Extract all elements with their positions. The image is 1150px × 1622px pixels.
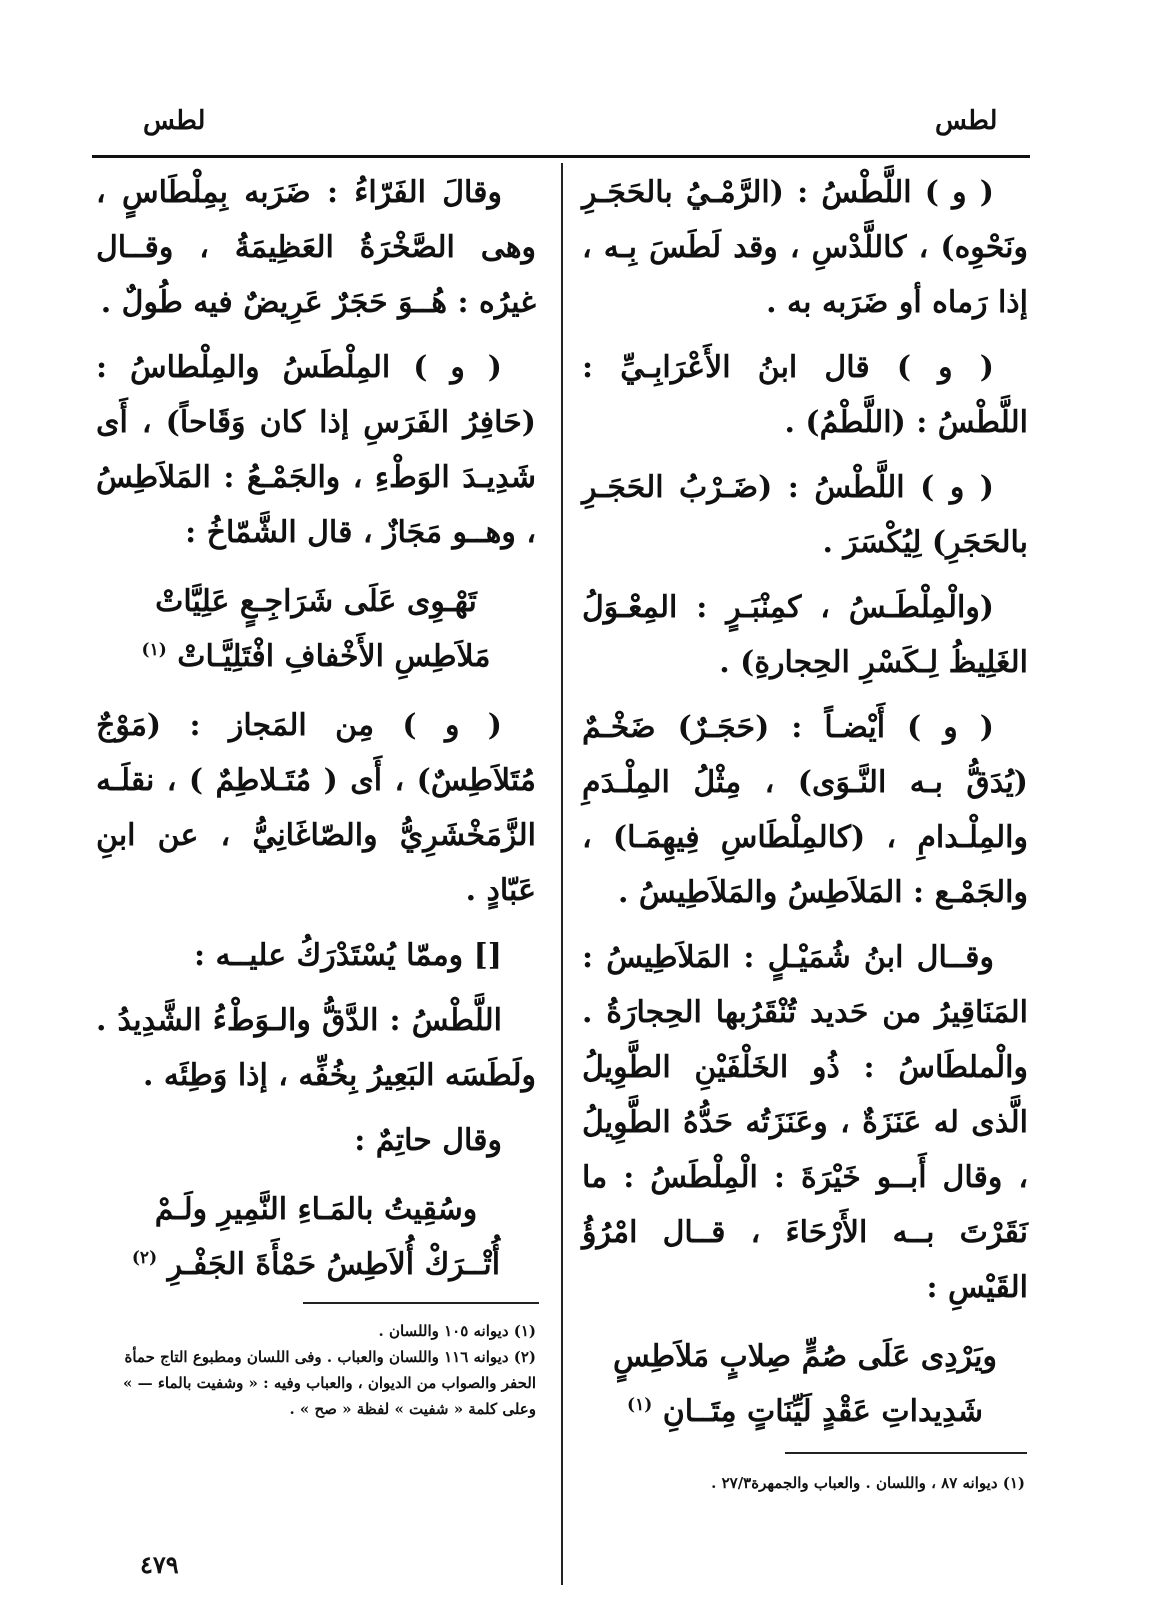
entry-paragraph: وقــال ابنُ شُمَيْـلٍ : المَلاَطِيسُ : المَنَاقِيرُ من حَديد تُنْقَرُبها الحِجارَةُ . والْملطَاسُ : ذُو الخَلْفَيْنِ الطَّوِيلُ الَّذى له عَنَزَةٌ ، وعَنَزَتُه حَدُّهُ الطَّوِيلُ ، وقال أَبــو خَيْرَةَ : الْمِلْطَسُ : ما نَقَرْتَ بــه الأَرْحَاءَ ، قــال امْرُؤُ القَيْسِ : (582, 940, 1028, 1305)
right-column (582, 165, 1028, 1453)
verse-line (96, 1237, 536, 1292)
entry-paragraph: ( و ) اللَّطْسُ : (ضَـرْبُ الحَجَـرِ بالحَجَرِ) لِيُكْسَرَ . (582, 470, 1028, 560)
footnote-marker: (١) (141, 640, 167, 660)
verse-line-text: شَدِيداتِ عَقْدٍ لَيِّنَاتٍ مِتَــانِ (662, 1394, 983, 1429)
verse-line: تَهْـوِى عَلَى شَرَاجِـعٍ عَلِيَّاتْ (155, 584, 477, 619)
footnote-marker: (٢) (131, 1248, 158, 1268)
verse-line: ويَرْدِى عَلَى صُمٍّ صِلابٍ مَلاَطِسٍ (613, 1339, 997, 1374)
entry-paragraph: ( و ) اللَّطْسُ : (الرَّمْـيُ بالحَجَـرِ ونَحْوِه) ، كاللَّدْسِ ، وقد لَطَسَ بِـه ، إذا رَماه أو ضَرَبه به . (582, 175, 1028, 320)
footnote: (١) ديوانه ٨٧ ، واللسان . والعباب والجمهرة٢٧/٣ . (711, 1474, 1025, 1492)
entry-paragraph: ( و ) أَيْضـاً : (حَجَـرٌ) ضَخْـمٌ (يُدَقُّ بـه النَّـوَى) ، مِثْلُ المِلْـدَمِ والمِلْـدامِ ، (كالمِلْطَاسِ فِيهِمَـا) ، والجَمْـع : المَلاَطِسُ والمَلاَطِيسُ . (582, 710, 1028, 910)
footnote: (٢) ديوانه ١١٦ واللسان والعباب . وفى اللسان ومطبوع التاج حمأة الحفر والصواب من الديوان ، والعباب وفيه : « وشفيت بالماء — » وعلى كلمة « شفيت » لفظة « صح » . (123, 1348, 536, 1418)
verse-line-text: أُتْــرَكْ أُلاَطِسُ حَمْأَةَ الجَفْـرِ (167, 1247, 501, 1282)
column-divider (561, 163, 563, 1585)
verse-line (582, 1384, 1028, 1439)
entry-paragraph: [] وممّا يُسْتَدْرَكُ عليــه : (194, 938, 502, 973)
entry-paragraph: وقال حاتِمٌ : (354, 1123, 502, 1158)
page-number: ٤٧٩ (140, 1550, 179, 1579)
header-rule (92, 155, 1030, 158)
entry-paragraph: اللَّطْسُ : الدَّقُّ والـوَطْءُ الشَّدِيدُ . ولَطَسَه البَعِيرُ بِخُفِّه ، إذا وَطِئَه . (96, 1003, 536, 1093)
entry-paragraph: ( و ) مِن المَجاز : (مَوْجٌ مُتَلاَطِسٌ) ، أَى ( مُتَـلاطِمٌ ) ، نقلَـه الزَّمَخْشَرِيُّ والصّاغَانِيُّ ، عن ابنِ عَبّادٍ . (96, 708, 536, 908)
left-column (96, 165, 536, 1306)
footnotes-right (570, 1470, 1025, 1496)
verse-block (582, 1329, 1028, 1439)
verse-line-text: مَلاَطِسِ الأَخْفافِ افْتَلِيَّـاتْ (177, 639, 491, 674)
running-head-right: لطس (935, 106, 998, 136)
verse-line: وسُقِيتُ بالمَـاءِ النَّمِيرِ ولَـمْ (154, 1192, 478, 1227)
verse-block (96, 1182, 536, 1292)
entry-paragraph: (والْمِلْطَـسُ ، كمِنْبَـرٍ : المِعْـوَلُ الغَلِيظُ لِـكَسْرِ الحِجارةِ) . (582, 590, 1028, 680)
footnote-rule (303, 1302, 539, 1304)
verse-block (96, 574, 536, 684)
footnote-marker: (١) (627, 1395, 653, 1415)
entry-paragraph: ( و ) المِلْطَسُ والمِلْطاسُ : (حَافِرُ الفَرَسِ إذا كان وَقَاحاً) ، أَى شَدِيـدَ الوَطْءِ ، والجَمْـعُ : المَلاَطِسُ ، وهــو مَجَازٌ ، قال الشَّمّاخُ : (96, 350, 536, 550)
verse-line (96, 629, 536, 684)
footnote-rule (785, 1452, 1027, 1454)
footnote: (١) ديوانه ١٠٥ واللسان . (378, 1322, 536, 1340)
running-head-left: لطس (143, 106, 206, 136)
footnotes-left (96, 1318, 536, 1422)
entry-paragraph: وقالَ الفَرّاءُ : ضَرَبه بِمِلْطَاسٍ ، وهى الصَّخْرَةُ العَظِيمَةُ ، وقــال غيرُه : هُــوَ حَجَرٌ عَرِيضٌ فيه طُولٌ . (96, 175, 536, 320)
entry-paragraph: ( و ) قال ابنُ الأَعْرَابِـيِّ : اللَّطْسُ : (اللَّطْمُ) . (582, 350, 1028, 440)
